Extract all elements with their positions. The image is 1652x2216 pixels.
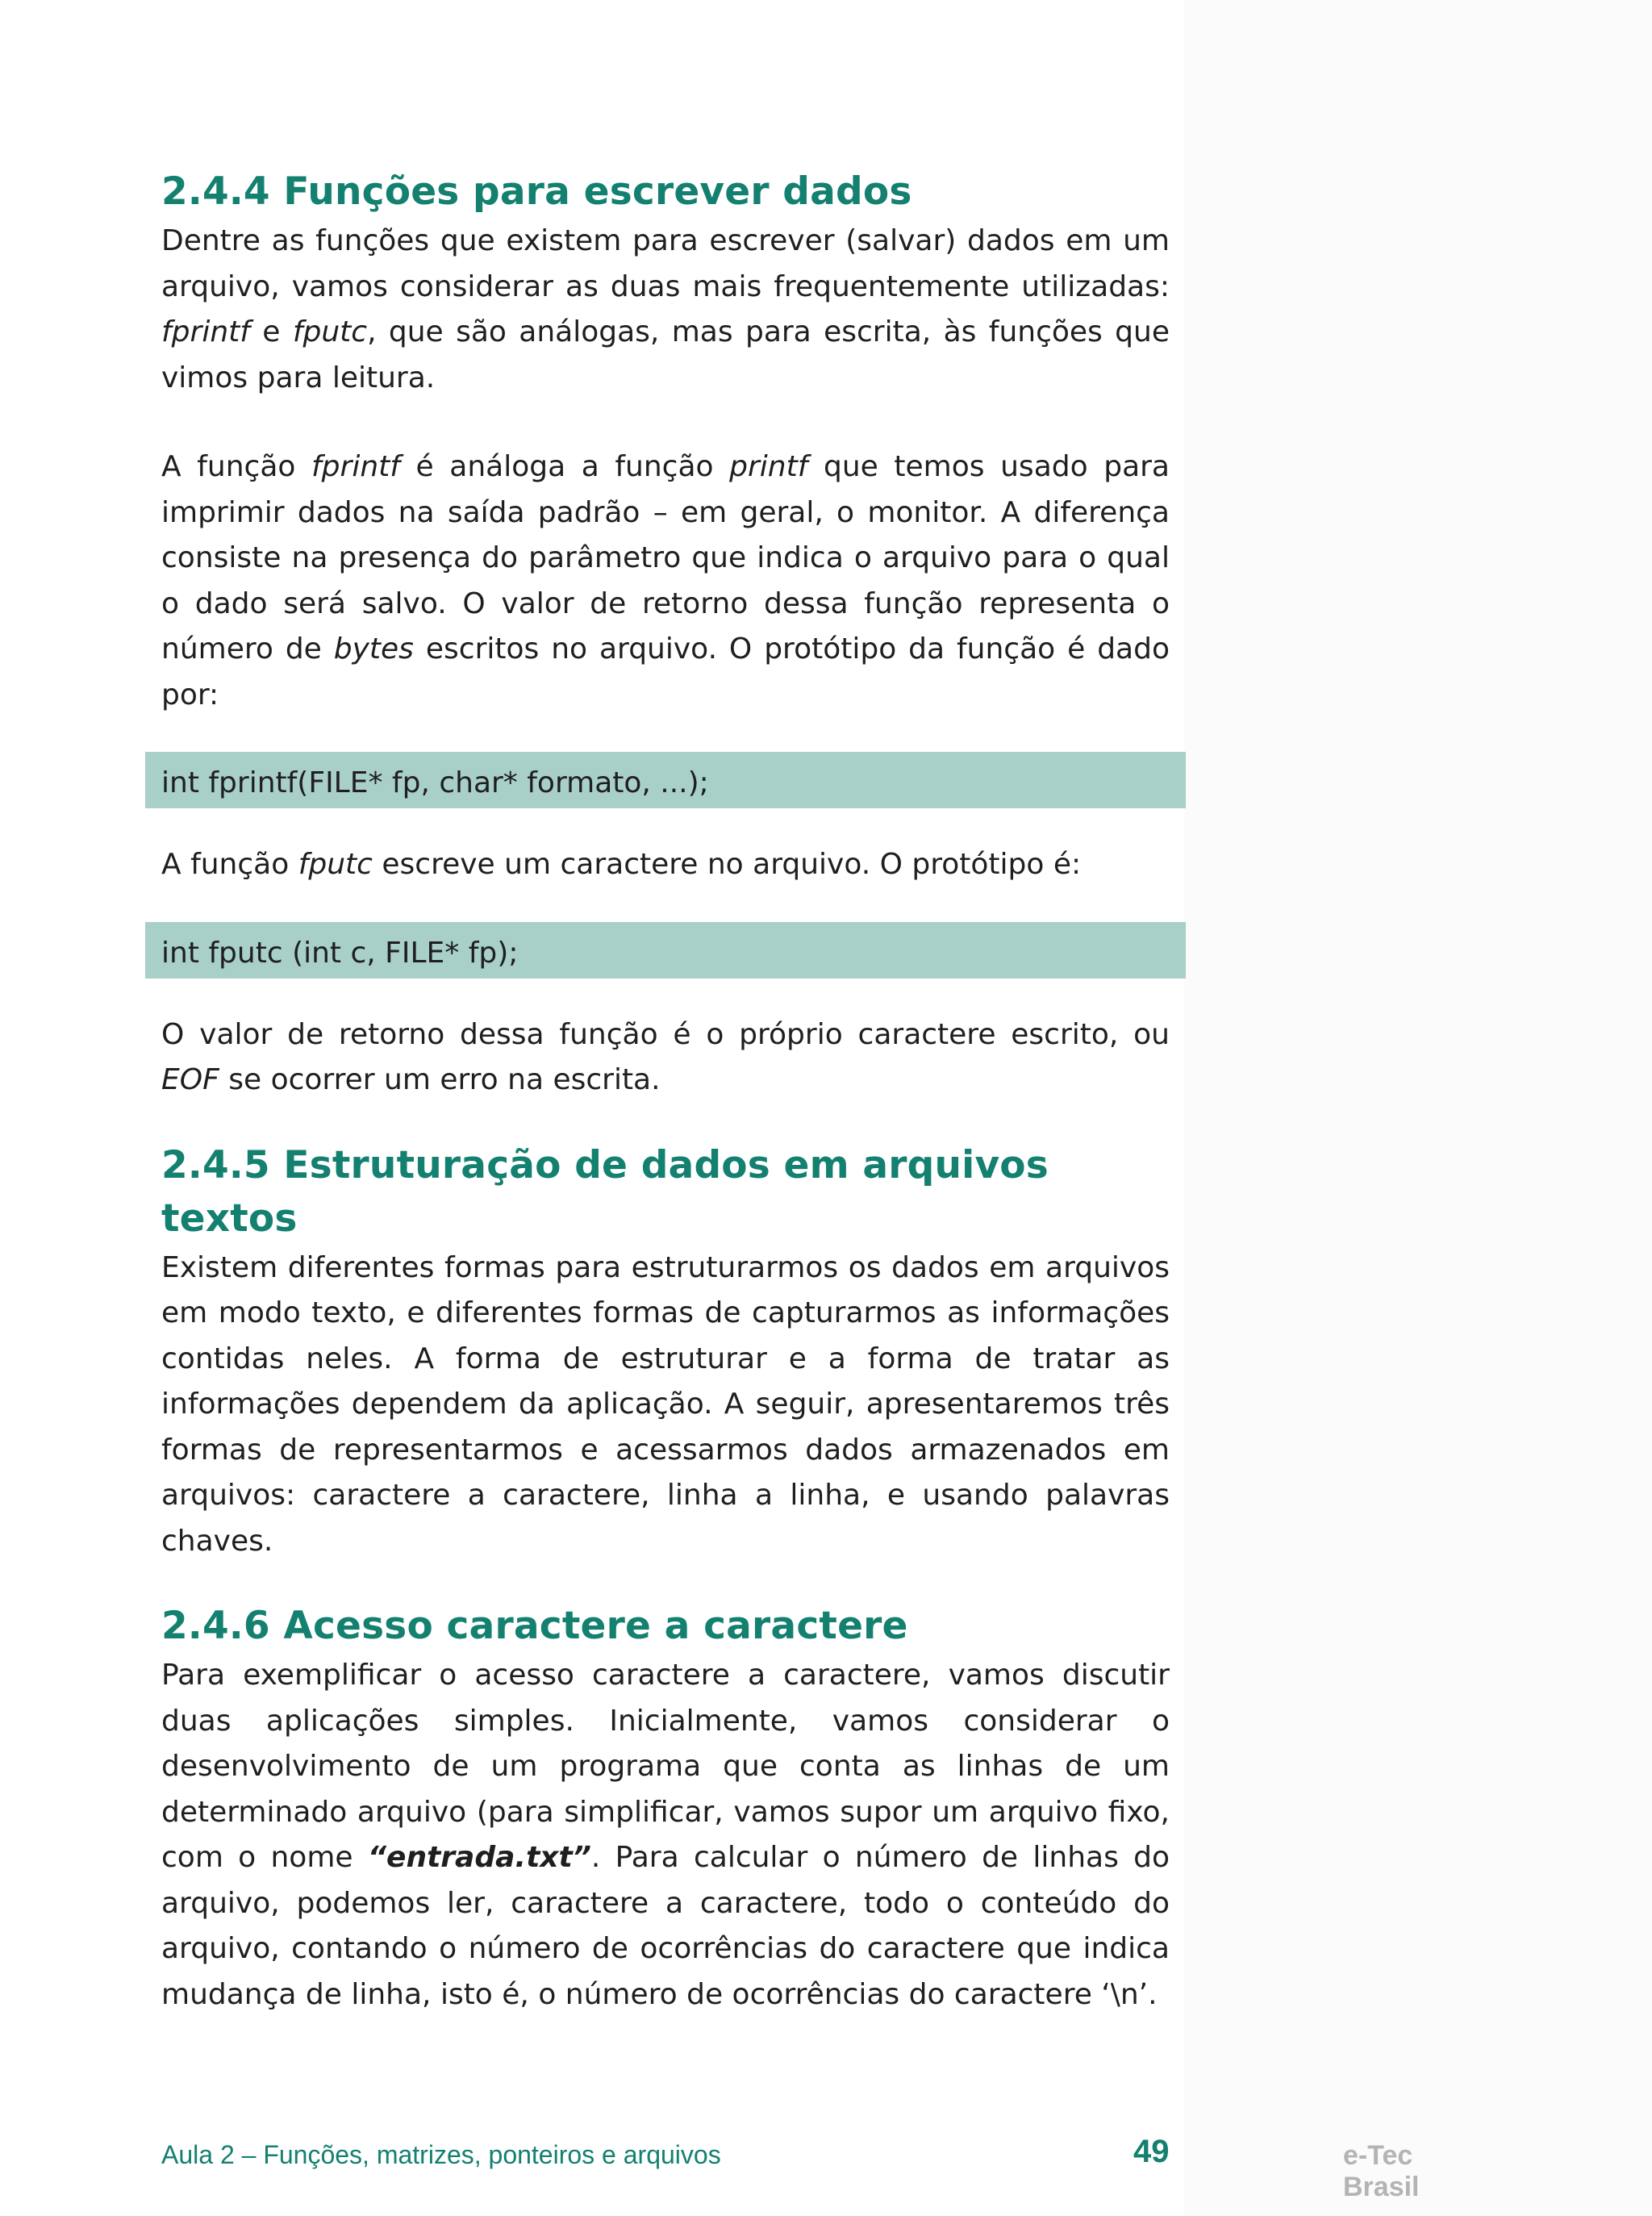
footer-chapter: Aula 2 – Funções, matrizes, ponteiros e arquivos (161, 2140, 721, 2169)
heading-2-4-5: 2.4.5 Estruturação de dados em arquivos textos (161, 1142, 1049, 1241)
paragraph-intro-write: Dentre as funções que existem para escrever (salvar) dados em um arquivo, vamos considerar as duas mais frequentemente utilizadas: fprintf e fputc, que são análogas, mas para escrita, às funções que vimos para leitura. (161, 224, 1170, 394)
paragraph-fputc: A função fputc escreve um caractere no arquivo. O protótipo é: (161, 848, 1082, 881)
paragraph-char-access: Para exemplificar o acesso caractere a caractere, vamos discutir duas aplicações simples. Inicialmente, vamos considerar o desenvolvimento de um programa que conta as linhas de um determinado arquivo (para simplificar, vamos supor um arquivo fixo, com o nome “entrada.txt”. Para calcular o número de linhas do arquivo, podemos ler, caractere a caractere, todo o conteúdo do arquivo, contando o número de ocorrências do caractere que indica mudança de linha, isto é, o número de ocorrências do caractere ‘\n’. (161, 1659, 1170, 2011)
code-block-fputc: int fputc (int c, FILE* fp); (145, 922, 1186, 979)
page-footer (161, 2134, 1484, 2202)
code-block-fprintf: int fprintf(FILE* fp, char* formato, ...); (145, 752, 1186, 808)
margin-shade (1184, 0, 1652, 2216)
heading-2-4-6: 2.4.6 Acesso caractere a caractere (161, 1604, 908, 1648)
paragraph-fprintf: A função fprintf é análoga a função printf que temos usado para imprimir dados na saída padrão – em geral, o monitor. A diferença consiste na presença do parâmetro que indica o arquivo para o qual o dado será salvo. O valor de retorno dessa função representa o número de bytes escritos no arquivo. O protótipo da função é dado por: (161, 450, 1170, 712)
heading-2-4-4: 2.4.4 Funções para escrever dados (161, 169, 912, 214)
page-content (161, 165, 1170, 2018)
page-number: 49 (1133, 2134, 1170, 2169)
paragraph-return-value: O valor de retorno dessa função é o próprio caractere escrito, ou EOF se ocorrer um erro na escrita. (161, 1017, 1170, 1096)
paragraph-structuring: Existem diferentes formas para estruturarmos os dados em arquivos em modo texto, e diferentes formas de capturarmos as informações contidas neles. A forma de estruturar e a forma de tratar as informações dependem da aplicação. A seguir, apresentaremos três formas de representarmos e acessarmos dados armazenados em arquivos: caractere a caractere, linha a linha, e usando palavras chaves. (161, 1250, 1170, 1558)
footer-brand: e-Tec Brasil (1343, 2140, 1420, 2202)
